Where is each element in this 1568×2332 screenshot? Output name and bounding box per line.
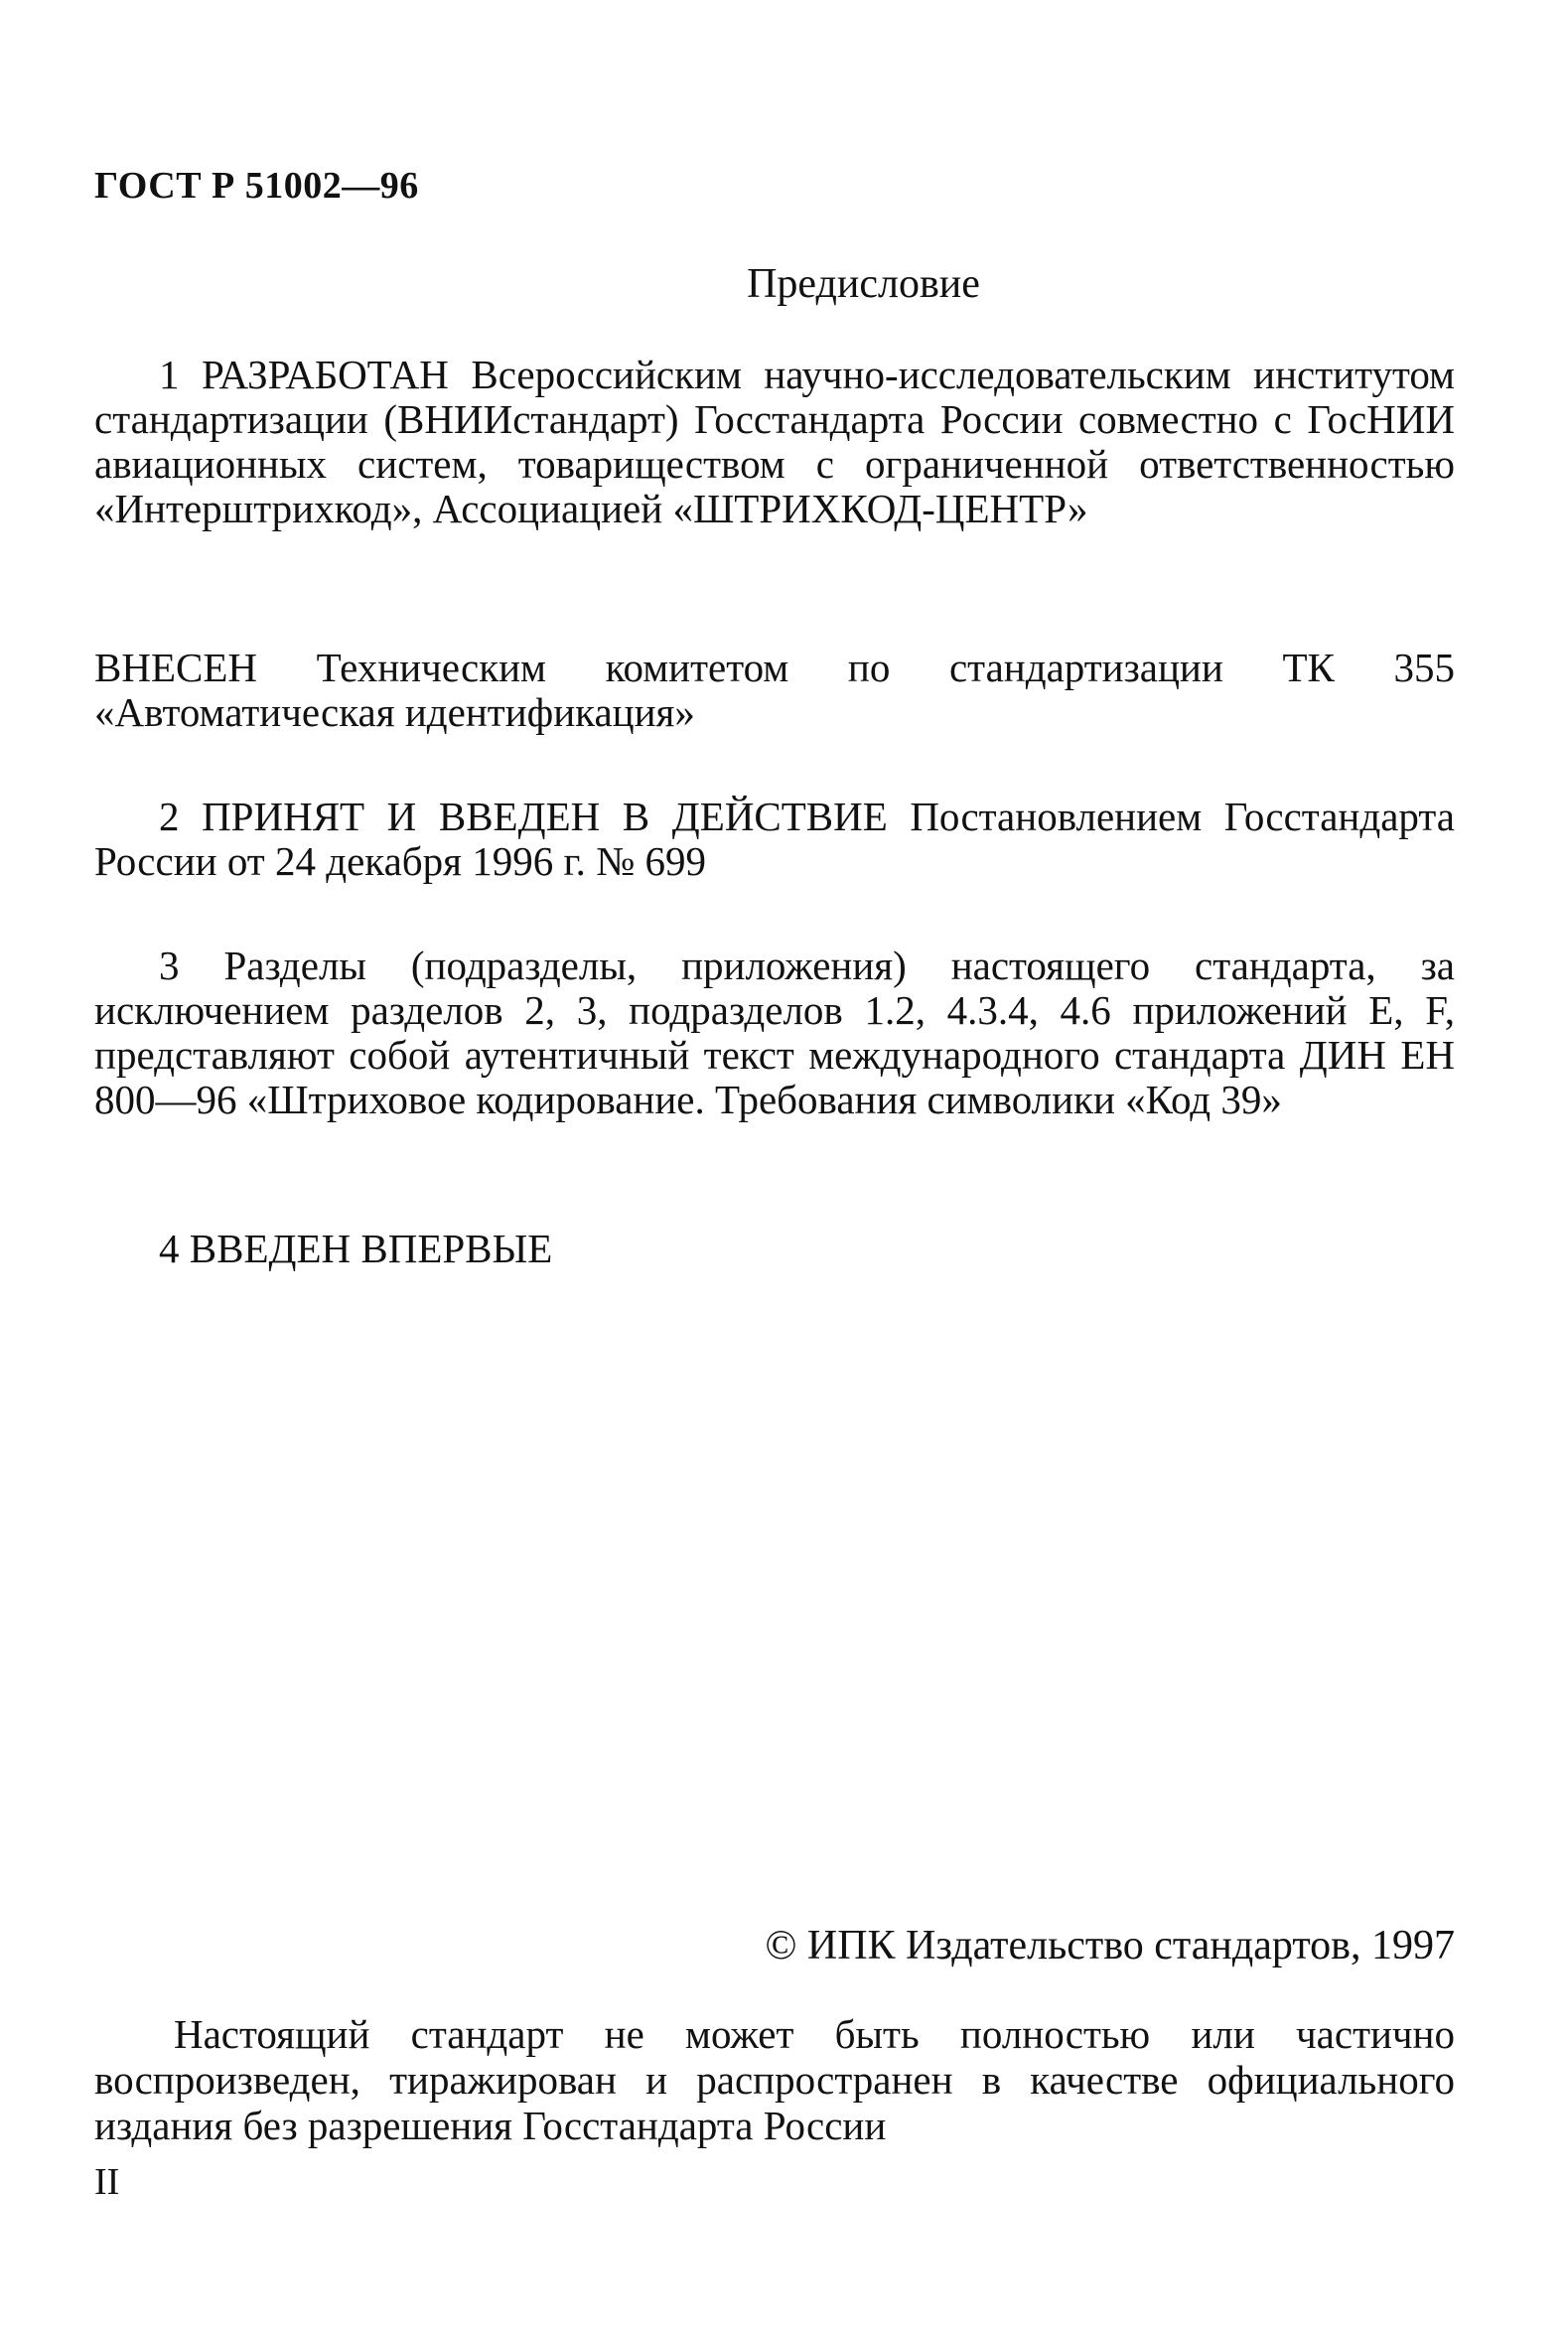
foreword-paragraph-introduced: ВНЕСЕН Техническим комитетом по стандартизации ТК 355 «Автоматическая идентификация» (94, 645, 1455, 735)
foreword-paragraph-first-introduced: 4 ВВЕДЕН ВПЕРВЫЕ (159, 1226, 553, 1271)
copyright-line: © ИПК Издательство стандартов, 1997 (765, 1923, 1455, 1968)
document-code: ГОСТ Р 51002—96 (94, 165, 419, 207)
foreword-title: Предисловие (747, 261, 980, 307)
foreword-paragraph-adopted: 2 ПРИНЯТ И ВВЕДЕН В ДЕЙСТВИЕ Постановлением Госстандарта России от 24 декабря 1996 г. № 699 (94, 794, 1455, 884)
page-number: II (94, 2161, 120, 2203)
foreword-paragraph-developed: 1 РАЗРАБОТАН Всероссийским научно-исследовательским институтом стандартизации (ВНИИстандарт) Госстандарта России совместно с ГосНИИ авиационных систем, товариществом с ограниченной ответственностью «Интерштрихкод», Ассоциацией «ШТРИХКОД-ЦЕНТР» (94, 352, 1455, 531)
reproduction-notice: Настоящий стандарт не может быть полностью или частично воспроизведен, тиражирован и распространен в качестве официального издания без разрешения Госстандарта России (94, 2011, 1455, 2148)
foreword-paragraph-sections: 3 Разделы (подразделы, приложения) настоящего стандарта, за исключением разделов 2, 3, подразделов 1.2, 4.3.4, 4.6 приложений E, F, представляют собой аутентичный текст международного стандарта ДИН ЕН 800—96 «Штриховое кодирование. Требования символики «Код 39» (94, 943, 1455, 1122)
